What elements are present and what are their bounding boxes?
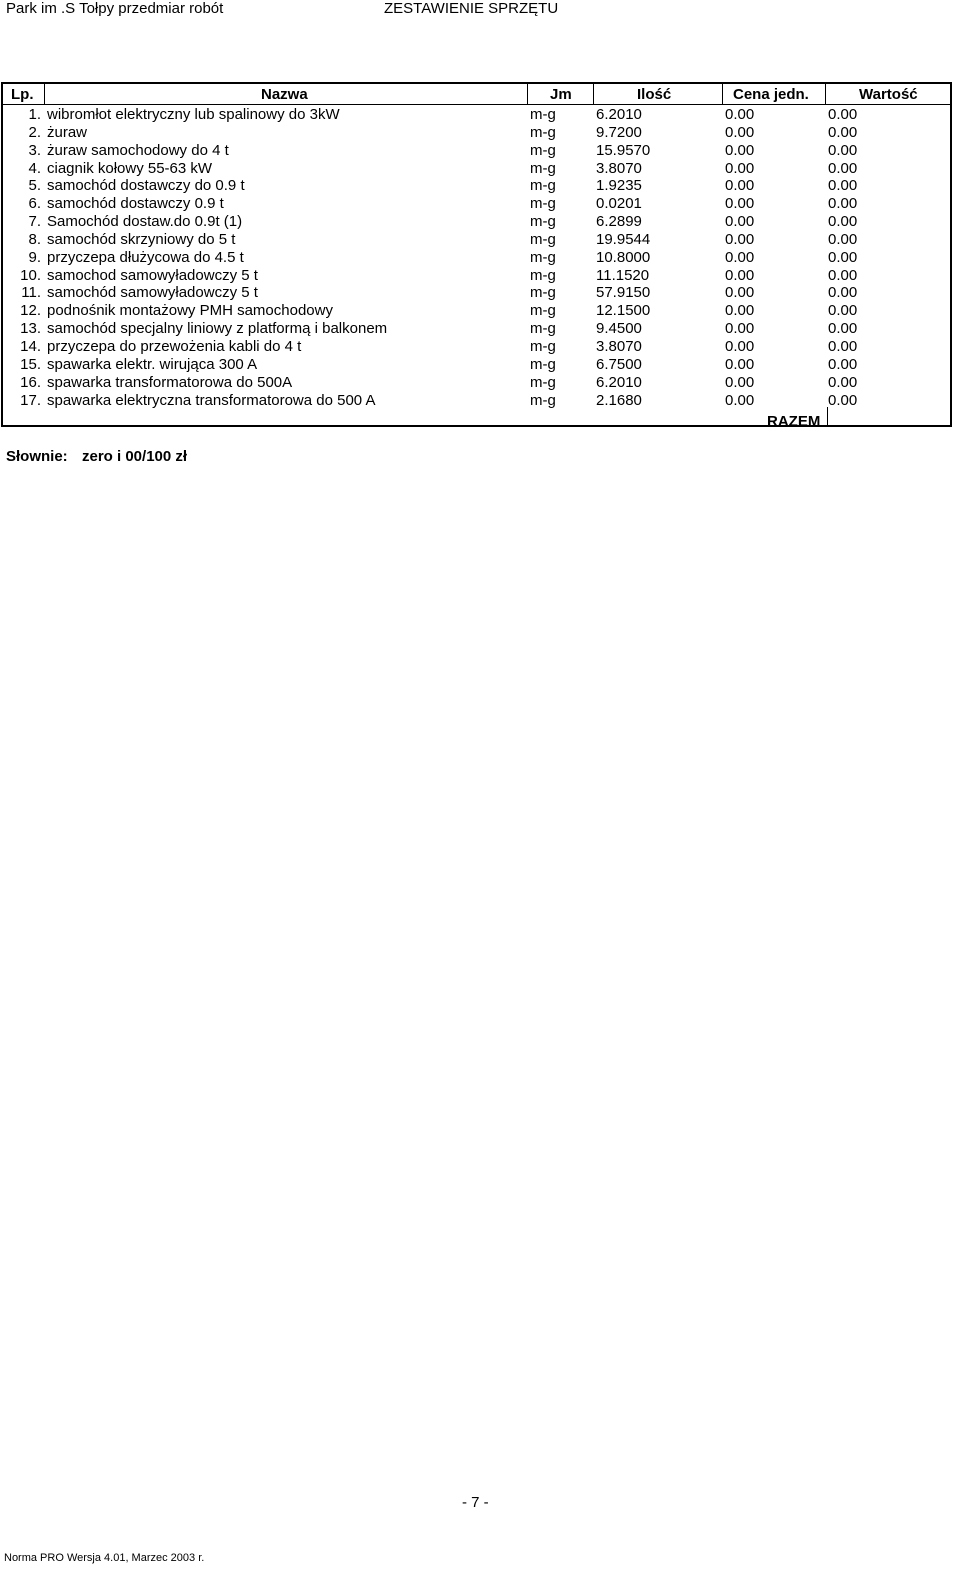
cell-name: Samochód dostaw.do 0.9t (1) — [47, 213, 243, 231]
cell-name: samochód samowyładowczy 5 t — [47, 284, 258, 302]
table-row — [3, 124, 950, 142]
table-row — [3, 231, 950, 249]
cell-jm: m-g — [530, 141, 556, 159]
cell-name: samochod samowyładowczy 5 t — [47, 266, 258, 284]
cell-value: 0.00 — [828, 195, 858, 213]
header-divider — [527, 84, 528, 105]
cell-price: 0.00 — [725, 355, 755, 373]
amount-in-words-label: Słownie: — [6, 448, 68, 465]
table-row — [3, 177, 950, 195]
cell-value: 0.00 — [828, 337, 858, 355]
header-divider — [722, 84, 723, 105]
cell-value: 0.00 — [828, 248, 858, 266]
cell-value: 0.00 — [828, 123, 858, 141]
total-label: RAZEM — [767, 413, 821, 430]
cell-name: samochód dostawczy 0.9 t — [47, 195, 224, 213]
total-divider — [827, 407, 828, 427]
table-row — [3, 302, 950, 320]
cell-jm: m-g — [530, 284, 556, 302]
cell-lp: 2. — [28, 123, 41, 141]
table-row — [3, 338, 950, 356]
cell-qty: 6.2899 — [596, 213, 642, 231]
cell-qty: 12.1500 — [596, 302, 651, 320]
cell-price: 0.00 — [725, 373, 755, 391]
cell-qty: 9.7200 — [596, 123, 642, 141]
col-value: Wartość — [859, 86, 918, 103]
cell-value: 0.00 — [828, 106, 858, 123]
table-row — [3, 142, 950, 160]
cell-price: 0.00 — [725, 123, 755, 141]
cell-jm: m-g — [530, 123, 556, 141]
cell-lp: 17. — [20, 391, 41, 409]
cell-qty: 3.8070 — [596, 159, 642, 177]
cell-value: 0.00 — [828, 284, 858, 302]
cell-lp: 7. — [28, 213, 41, 231]
cell-price: 0.00 — [725, 391, 755, 409]
cell-jm: m-g — [530, 230, 556, 248]
col-price: Cena jedn. — [733, 86, 809, 103]
page-number: - 7 - — [462, 1494, 489, 1511]
cell-jm: m-g — [530, 266, 556, 284]
cell-lp: 4. — [28, 159, 41, 177]
cell-name: samochód dostawczy do 0.9 t — [47, 177, 245, 195]
table-row — [3, 284, 950, 302]
cell-price: 0.00 — [725, 337, 755, 355]
cell-value: 0.00 — [828, 266, 858, 284]
cell-lp: 13. — [20, 320, 41, 338]
cell-qty: 9.4500 — [596, 320, 642, 338]
equipment-table — [1, 82, 952, 430]
cell-qty: 6.7500 — [596, 355, 642, 373]
software-footer: Norma PRO Wersja 4.01, Marzec 2003 r. — [4, 1552, 205, 1564]
cell-lp: 14. — [20, 337, 41, 355]
cell-value: 0.00 — [828, 355, 858, 373]
cell-jm: m-g — [530, 391, 556, 409]
cell-jm: m-g — [530, 195, 556, 213]
col-lp: Lp. — [11, 86, 34, 103]
table-row — [3, 320, 950, 338]
cell-value: 0.00 — [828, 230, 858, 248]
table-body — [3, 106, 950, 409]
cell-value: 0.00 — [828, 373, 858, 391]
cell-jm: m-g — [530, 159, 556, 177]
cell-qty: 6.2010 — [596, 373, 642, 391]
cell-value: 0.00 — [828, 302, 858, 320]
cell-name: samochód skrzyniowy do 5 t — [47, 230, 236, 248]
cell-price: 0.00 — [725, 320, 755, 338]
cell-lp: 10. — [20, 266, 41, 284]
cell-price: 0.00 — [725, 248, 755, 266]
cell-lp: 1. — [28, 106, 41, 123]
cell-lp: 12. — [20, 302, 41, 320]
cell-name: podnośnik montażowy PMH samochodowy — [47, 302, 333, 320]
cell-jm: m-g — [530, 213, 556, 231]
cell-qty: 57.9150 — [596, 284, 651, 302]
document-title: Park im .S Tołpy przedmiar robót — [6, 0, 224, 17]
cell-value: 0.00 — [828, 391, 858, 409]
report-title: ZESTAWIENIE SPRZĘTU — [384, 0, 559, 17]
header-divider — [593, 84, 594, 105]
header-divider — [825, 84, 826, 105]
cell-qty: 6.2010 — [596, 106, 642, 123]
cell-price: 0.00 — [725, 284, 755, 302]
table-row — [3, 392, 950, 410]
col-name: Nazwa — [261, 86, 308, 103]
table-header — [3, 84, 950, 105]
cell-qty: 15.9570 — [596, 141, 651, 159]
cell-price: 0.00 — [725, 230, 755, 248]
cell-qty: 19.9544 — [596, 230, 651, 248]
cell-price: 0.00 — [725, 106, 755, 123]
cell-qty: 1.9235 — [596, 177, 642, 195]
amount-in-words-value: zero i 00/100 zł — [82, 448, 188, 465]
cell-name: przyczepa dłużycowa do 4.5 t — [47, 248, 244, 266]
cell-jm: m-g — [530, 337, 556, 355]
cell-price: 0.00 — [725, 213, 755, 231]
cell-name: spawarka elektryczna transformatorowa do 500 A — [47, 391, 376, 409]
cell-jm: m-g — [530, 373, 556, 391]
cell-name: samochód specjalny liniowy z platformą i balkonem — [47, 320, 388, 338]
table-row — [3, 374, 950, 392]
cell-name: wibromłot elektryczny lub spalinowy do 3kW — [47, 106, 340, 123]
header-divider — [44, 84, 45, 105]
cell-name: spawarka elektr. wirująca 300 A — [47, 355, 258, 373]
table-row — [3, 356, 950, 374]
cell-qty: 0.0201 — [596, 195, 642, 213]
cell-price: 0.00 — [725, 177, 755, 195]
cell-qty: 3.8070 — [596, 337, 642, 355]
cell-value: 0.00 — [828, 159, 858, 177]
cell-price: 0.00 — [725, 302, 755, 320]
cell-name: przyczepa do przewożenia kabli do 4 t — [47, 337, 302, 355]
cell-name: żuraw samochodowy do 4 t — [47, 141, 229, 159]
cell-price: 0.00 — [725, 195, 755, 213]
cell-lp: 8. — [28, 230, 41, 248]
cell-name: ciagnik kołowy 55-63 kW — [47, 159, 213, 177]
cell-jm: m-g — [530, 177, 556, 195]
cell-price: 0.00 — [725, 141, 755, 159]
cell-lp: 11. — [21, 284, 41, 302]
cell-jm: m-g — [530, 320, 556, 338]
cell-jm: m-g — [530, 302, 556, 320]
cell-qty: 2.1680 — [596, 391, 642, 409]
table-row — [3, 195, 950, 213]
cell-qty: 10.8000 — [596, 248, 651, 266]
cell-qty: 11.1520 — [596, 266, 650, 284]
cell-lp: 16. — [20, 373, 41, 391]
cell-name: żuraw — [47, 123, 88, 141]
cell-lp: 15. — [20, 355, 41, 373]
cell-value: 0.00 — [828, 141, 858, 159]
cell-lp: 3. — [28, 141, 41, 159]
table-row — [3, 267, 950, 285]
col-jm: Jm — [550, 86, 572, 103]
cell-value: 0.00 — [828, 177, 858, 195]
cell-jm: m-g — [530, 106, 556, 123]
cell-lp: 5. — [28, 177, 41, 195]
cell-lp: 9. — [28, 248, 41, 266]
cell-jm: m-g — [530, 355, 556, 373]
cell-lp: 6. — [28, 195, 41, 213]
table-row — [3, 213, 950, 231]
col-qty: Ilość — [637, 86, 672, 103]
cell-jm: m-g — [530, 248, 556, 266]
cell-price: 0.00 — [725, 266, 755, 284]
cell-value: 0.00 — [828, 213, 858, 231]
cell-value: 0.00 — [828, 320, 858, 338]
table-row — [3, 249, 950, 267]
table-row — [3, 160, 950, 178]
cell-price: 0.00 — [725, 159, 755, 177]
table-row — [3, 106, 950, 124]
cell-name: spawarka transformatorowa do 500A — [47, 373, 293, 391]
